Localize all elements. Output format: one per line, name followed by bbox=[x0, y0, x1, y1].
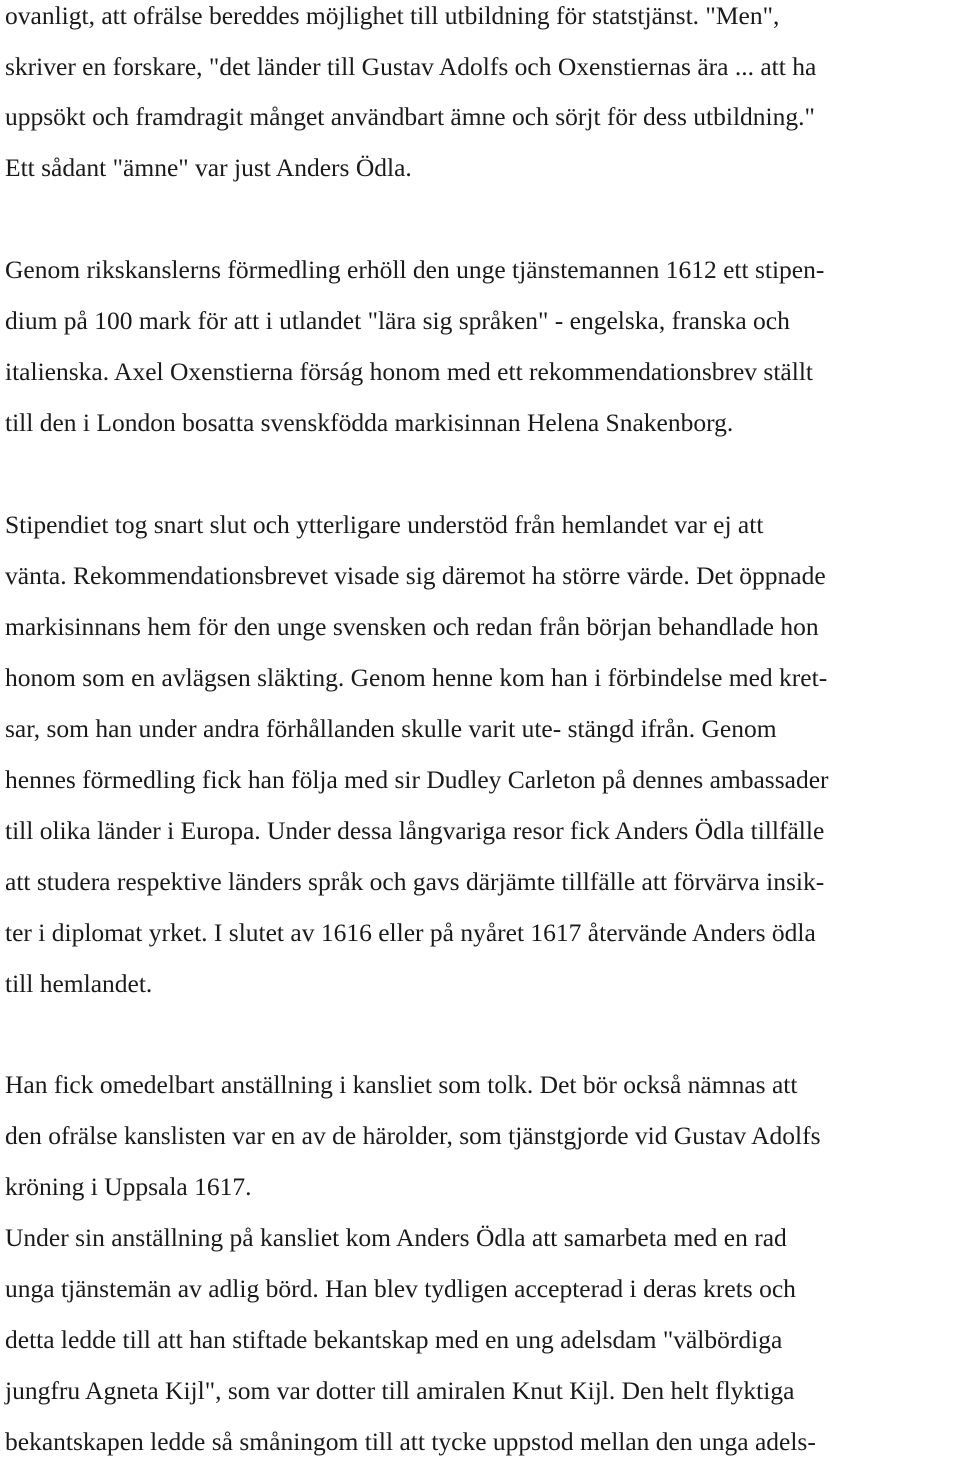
text-line: den ofrälse kanslisten var en av de härolder, som tjänstgjorde vid Gustav Adolfs bbox=[5, 1121, 821, 1150]
text-line: kröning i Uppsala 1617. bbox=[5, 1172, 252, 1201]
text-line: vänta. Rekommendationsbrevet visade sig däremot ha större värde. Det öppnade bbox=[5, 561, 826, 590]
text-line: hennes förmedling fick han följa med sir Dudley Carleton på dennes ambassader bbox=[5, 765, 829, 794]
text-line: att studera respektive länders språk och gavs därjämte tillfälle att förvärva insik- bbox=[5, 867, 825, 896]
text-line: Ett sådant "ämne" var just Anders Ödla. bbox=[5, 153, 412, 182]
text-line: honom som en avlägsen släkting. Genom henne kom han i förbindelse med kret- bbox=[5, 663, 828, 692]
text-line: sar, som han under andra förhållanden skulle varit ute- stängd ifrån. Genom bbox=[5, 714, 777, 743]
text-line: detta ledde till att han stiftade bekantskap med en ung adelsdam "välbördiga bbox=[5, 1325, 783, 1354]
text-line: till olika länder i Europa. Under dessa långvariga resor fick Anders Ödla tillfälle bbox=[5, 816, 825, 845]
text-line: Under sin anställning på kansliet kom Anders Ödla att samarbeta med en rad bbox=[5, 1223, 787, 1252]
text-line: unga tjänstemän av adlig börd. Han blev tydligen accepterad i deras krets och bbox=[5, 1274, 796, 1303]
text-line: till den i London bosatta svenskfödda markisinnan Helena Snakenborg. bbox=[5, 408, 734, 437]
text-line: bekantskapen ledde så småningom till att tycke uppstod mellan den unga adels- bbox=[5, 1427, 816, 1456]
text-line: Han fick omedelbart anställning i kansliet som tolk. Det bör också nämnas att bbox=[5, 1070, 798, 1099]
text-line: Genom rikskanslerns förmedling erhöll den unge tjänstemannen 1612 ett stipen- bbox=[5, 255, 825, 284]
text-line: ter i diplomat yrket. I slutet av 1616 eller på nyåret 1617 återvände Anders ödla bbox=[5, 918, 816, 947]
text-line: uppsökt och framdragit månget användbart ämne och sörjt för dess utbildning." bbox=[5, 102, 815, 131]
text-line: italienska. Axel Oxenstierna förság honom med ett rekommendationsbrev ställt bbox=[5, 357, 814, 386]
text-line: Stipendiet tog snart slut och ytterligare understöd från hemlandet var ej att bbox=[5, 510, 764, 539]
text-line: skriver en forskare, "det länder till Gustav Adolfs och Oxenstiernas ära ... att ha bbox=[5, 52, 817, 81]
text-line: till hemlandet. bbox=[5, 969, 153, 998]
text-line: markisinnans hem för den unge svensken och redan från början behandlade hon bbox=[5, 612, 819, 641]
text-line: dium på 100 mark för att i utlandet "lära sig språken" - engelska, franska och bbox=[5, 306, 790, 335]
text-line: ovanligt, att ofrälse bereddes möjlighet till utbildning för statstjänst. "Men", bbox=[5, 1, 780, 30]
text-line: jungfru Agneta Kijl", som var dotter till amiralen Knut Kijl. Den helt flyktiga bbox=[5, 1376, 795, 1405]
